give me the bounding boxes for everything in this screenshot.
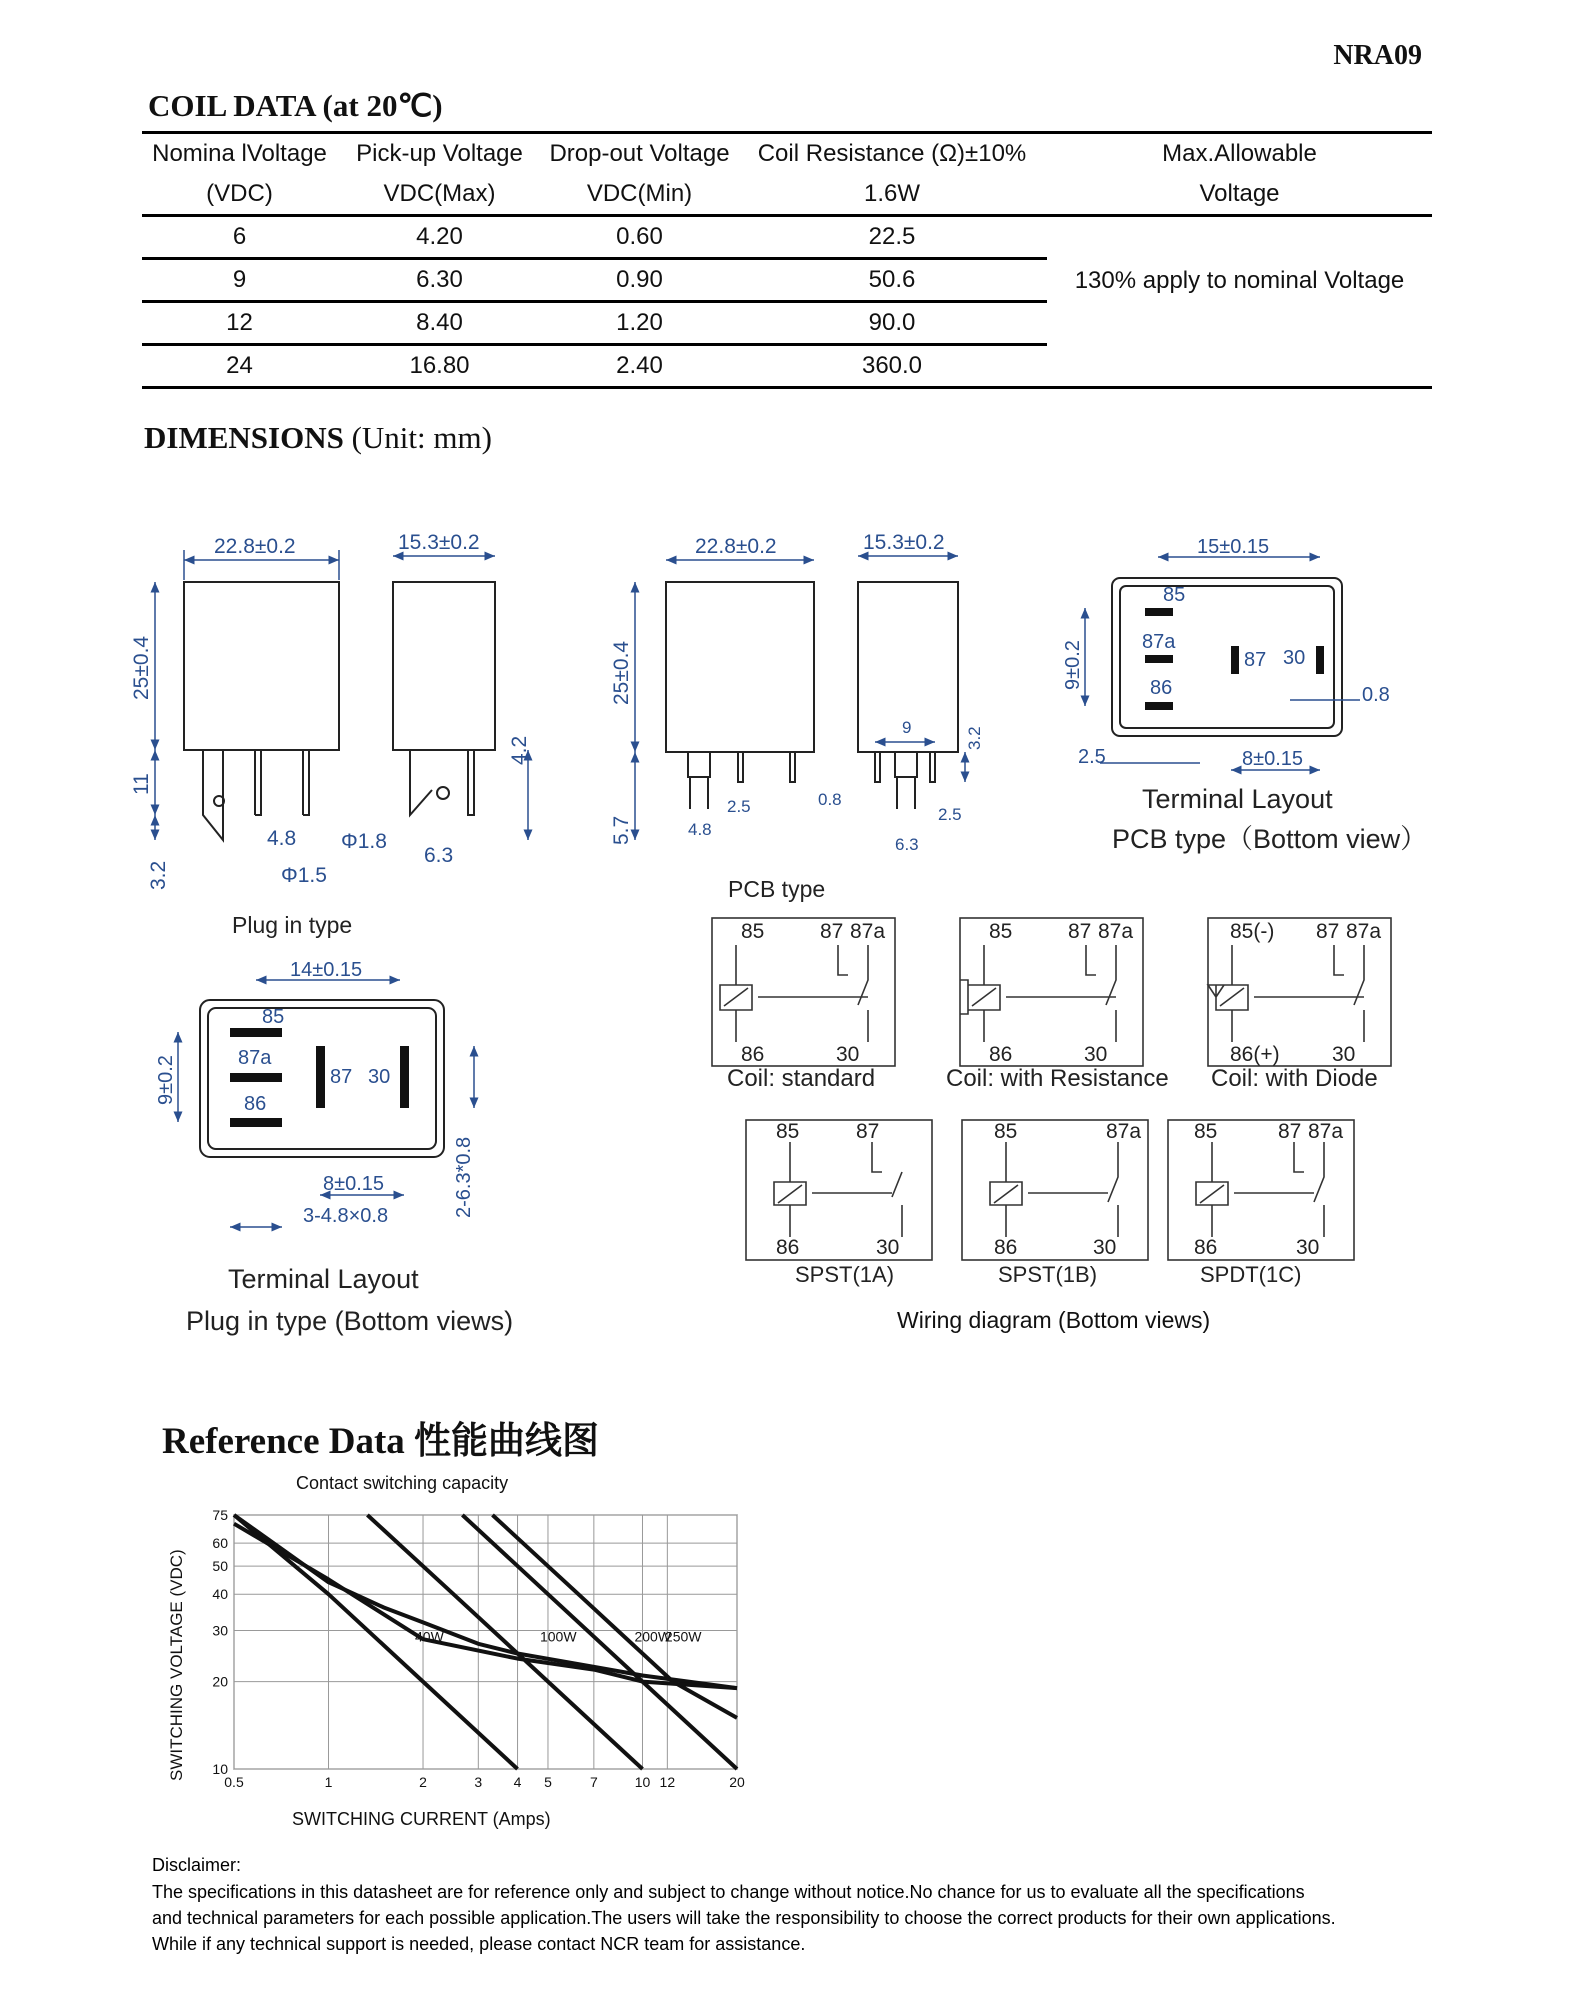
wiring-caption: Coil: standard xyxy=(727,1065,876,1092)
table-cell: 9 xyxy=(142,259,337,302)
dim-label: 2-6.3*0.8 xyxy=(453,1136,475,1218)
x-tick-label: 3 xyxy=(474,1774,483,1790)
plug-pins-side xyxy=(410,750,474,815)
terminal-label: 87 xyxy=(1244,649,1267,671)
series-line-dc-limit-1 xyxy=(234,1515,737,1688)
terminal-label: 87 xyxy=(330,1066,353,1088)
dim-label: 2.5 xyxy=(727,797,751,816)
x-tick-label: 12 xyxy=(659,1774,676,1790)
terminal-label: 87a xyxy=(238,1047,272,1069)
dim-label: 15.3±0.2 xyxy=(398,531,480,554)
table-cell: 2.40 xyxy=(542,345,737,388)
x-tick-label: 0.5 xyxy=(224,1774,244,1790)
terminal-label: 87a xyxy=(1142,631,1176,653)
header-cell: Voltage xyxy=(1047,174,1432,216)
wire-label: 87 xyxy=(1316,920,1340,943)
wire-label: 87 xyxy=(820,920,844,943)
plug-caption: Plug in type xyxy=(232,912,353,938)
dim-label: 6.3 xyxy=(424,844,454,867)
wire-label: 30 xyxy=(876,1236,900,1259)
chart-ylabel: SWITCHING VOLTAGE (VDC) xyxy=(167,1549,186,1781)
wiring-diagram-caption: Wiring diagram (Bottom views) xyxy=(897,1307,1211,1333)
wire-label: 85(-) xyxy=(1230,920,1275,943)
dim-label: 25±0.4 xyxy=(130,635,153,700)
x-tick-label: 5 xyxy=(544,1774,552,1790)
dim-label: 22.8±0.2 xyxy=(695,535,777,558)
x-tick-label: 1 xyxy=(324,1774,333,1790)
dimensions-label: DIMENSIONS xyxy=(144,420,344,455)
wire-label: 87a xyxy=(1098,920,1134,943)
pin-hole xyxy=(437,787,449,799)
y-tick-label: 50 xyxy=(212,1558,228,1575)
wiring-caption: Coil: with Resistance xyxy=(946,1065,1169,1092)
disclaimer-line: and technical parameters for each possible application.The users will take the responsibility to choose the correct products for their own applications. xyxy=(152,1908,1336,1928)
wiring-caption: SPST(1A) xyxy=(795,1262,895,1287)
header-cell: (VDC) xyxy=(142,174,337,216)
dim-label: Φ1.8 xyxy=(341,830,387,853)
dim-label: 4.8 xyxy=(688,820,712,839)
series-line-dc-limit-2 xyxy=(234,1524,737,1688)
table-cell: 50.6 xyxy=(737,259,1047,302)
table-cell: 16.80 xyxy=(337,345,542,388)
y-tick-label: 75 xyxy=(212,1507,228,1523)
wire-label: 85 xyxy=(1194,1120,1218,1143)
terminal-bar xyxy=(316,1046,325,1108)
disclaimer-line: While if any technical support is needed, please contact NCR team for assistance. xyxy=(152,1934,806,1954)
header-cell: VDC(Max) xyxy=(337,174,542,216)
wire-label: 87a xyxy=(1346,920,1382,943)
wiring-caption: Coil: with Diode xyxy=(1211,1065,1378,1092)
dim-label: 14±0.15 xyxy=(290,959,363,981)
table-cell: 0.90 xyxy=(542,259,737,302)
table-cell: 12 xyxy=(142,302,337,345)
disclaimer-title: Disclaimer: xyxy=(152,1855,242,1875)
wire-label: 87a xyxy=(1106,1120,1142,1143)
model-number: NRA09 xyxy=(1333,40,1422,71)
table-cell: 0.60 xyxy=(542,216,737,259)
dim-label: 3-4.8×0.8 xyxy=(303,1205,389,1227)
terminal-bar xyxy=(1145,655,1173,663)
coil-data-title: COIL DATA (at 20℃) xyxy=(148,88,443,123)
dim-label: 2.5 xyxy=(1078,746,1106,768)
pcb-layout-title: Terminal Layout xyxy=(1142,784,1333,814)
dim-label: 0.8 xyxy=(1362,684,1390,706)
dim-label: 5.7 xyxy=(610,815,633,845)
wire-label: 30 xyxy=(1332,1043,1356,1066)
switching-capacity-chart xyxy=(150,1465,770,1835)
wire-label: 87a xyxy=(850,920,886,943)
dim-label: 3.2 xyxy=(965,726,984,750)
dim-label: 15±0.15 xyxy=(1197,536,1270,558)
wire-label: 87 xyxy=(856,1120,880,1143)
table-cell: 4.20 xyxy=(337,216,542,259)
x-tick-label: 10 xyxy=(634,1774,651,1790)
header-cell: VDC(Min) xyxy=(542,174,737,216)
terminal-bar xyxy=(1231,646,1239,674)
wire-label: 87 xyxy=(1068,920,1092,943)
pcb-layout-subtitle: PCB type（Bottom view） xyxy=(1112,824,1428,854)
terminal-bar xyxy=(230,1073,282,1082)
table-cell: 6 xyxy=(142,216,337,259)
chart-xlabel: SWITCHING CURRENT (Amps) xyxy=(292,1809,551,1829)
terminal-bar xyxy=(230,1118,282,1127)
terminal-bar xyxy=(1316,646,1324,674)
wire-label: 87a xyxy=(1308,1120,1344,1143)
terminal-bar xyxy=(400,1046,409,1108)
reference-title: Reference Data 性能曲线图 xyxy=(162,1421,600,1462)
y-tick-label: 20 xyxy=(212,1673,228,1690)
series-label: 40W xyxy=(415,1628,444,1645)
pcb-caption: PCB type xyxy=(728,876,826,902)
wire-label: 86 xyxy=(776,1236,800,1259)
table-cell: 1.20 xyxy=(542,302,737,345)
wire-label: 86 xyxy=(741,1043,765,1066)
table-cell: 90.0 xyxy=(737,302,1047,345)
wire-label: 30 xyxy=(836,1043,860,1066)
dim-label: 8±0.15 xyxy=(323,1173,385,1195)
dim-label: 9±0.2 xyxy=(1062,640,1084,690)
dim-label: 6.3 xyxy=(895,835,919,854)
wire-label: 30 xyxy=(1084,1043,1108,1066)
pcb-body-front xyxy=(666,582,814,752)
dim-label: 15.3±0.2 xyxy=(863,531,945,554)
wire-label: 30 xyxy=(1093,1236,1117,1259)
header-cell: Max.Allowable xyxy=(1047,133,1432,175)
terminal-label: 85 xyxy=(262,1006,285,1028)
plug-body-side xyxy=(393,582,495,750)
dim-label: 22.8±0.2 xyxy=(214,535,296,558)
dim-label: 4.8 xyxy=(267,827,297,850)
wire-label: 87 xyxy=(1278,1120,1302,1143)
wiring-caption: SPST(1B) xyxy=(998,1262,1098,1287)
header-cell: Drop-out Voltage xyxy=(542,133,737,175)
table-cell: 8.40 xyxy=(337,302,542,345)
max-allowable-cell: 130% apply to nominal Voltage xyxy=(1074,266,1405,294)
table-cell: 360.0 xyxy=(737,345,1047,388)
plug-layout-title: Terminal Layout xyxy=(228,1264,419,1294)
series-label: 250W xyxy=(664,1628,702,1645)
wire-label: 85 xyxy=(994,1120,1018,1143)
y-tick-label: 10 xyxy=(212,1761,228,1777)
terminal-label: 86 xyxy=(244,1093,267,1115)
series-label: 200W xyxy=(634,1628,672,1645)
pcb-pins-side xyxy=(875,752,935,809)
series-label: 100W xyxy=(539,1628,577,1645)
dim-label: 9±0.2 xyxy=(155,1055,177,1105)
dim-label: 2.5 xyxy=(938,805,962,824)
x-tick-label: 20 xyxy=(729,1774,745,1790)
dim-label: 3.2 xyxy=(147,860,170,890)
dim-label: Φ1.5 xyxy=(281,864,327,887)
terminal-bar xyxy=(1145,608,1173,616)
x-tick-label: 2 xyxy=(419,1774,427,1790)
wire-label: 86 xyxy=(994,1236,1018,1259)
wire-label: 85 xyxy=(741,920,765,943)
terminal-label: 86 xyxy=(1150,677,1173,699)
y-tick-label: 60 xyxy=(212,1535,228,1552)
header-cell: 1.6W xyxy=(737,174,1047,216)
wire-label: 85 xyxy=(989,920,1013,943)
terminal-label: 30 xyxy=(368,1066,391,1088)
wire-label: 86 xyxy=(989,1043,1013,1066)
table-cell: 24 xyxy=(142,345,337,388)
table-cell: 6.30 xyxy=(337,259,542,302)
dim-label: 25±0.4 xyxy=(610,640,633,705)
x-tick-label: 4 xyxy=(513,1774,522,1790)
y-tick-label: 40 xyxy=(212,1586,228,1603)
wiring-caption: SPDT(1C) xyxy=(1200,1262,1302,1287)
wire-label: 86 xyxy=(1194,1236,1218,1259)
terminal-bar xyxy=(230,1028,282,1037)
wire-label: 85 xyxy=(776,1120,800,1143)
wire-label: 86(+) xyxy=(1230,1043,1280,1066)
dim-label: 9 xyxy=(902,718,912,737)
terminal-bar xyxy=(1145,702,1173,710)
table-cell: 22.5 xyxy=(737,216,1047,259)
header-cell: Nomina lVoltage xyxy=(142,133,337,175)
dim-label: 8±0.15 xyxy=(1242,748,1304,770)
plug-body-front xyxy=(184,582,339,750)
terminal-label: 30 xyxy=(1283,647,1306,669)
wire-label: 30 xyxy=(1296,1236,1320,1259)
dim-label: 0.8 xyxy=(818,790,842,809)
chart-title: Contact switching capacity xyxy=(296,1473,509,1493)
disclaimer-line: The specifications in this datasheet are for reference only and subject to change without notice.No chance for us to evaluate all the specifications xyxy=(152,1882,1305,1902)
header-cell: Coil Resistance (Ω)±10% xyxy=(737,133,1047,175)
dim-label: 4.2 xyxy=(508,735,531,765)
x-tick-label: 7 xyxy=(589,1774,598,1790)
y-tick-label: 30 xyxy=(212,1622,228,1639)
terminal-label: 85 xyxy=(1163,584,1186,606)
dimensions-unit: (Unit: mm) xyxy=(351,420,492,455)
dim-label: 11 xyxy=(130,773,153,795)
plug-layout-subtitle: Plug in type (Bottom views) xyxy=(186,1306,514,1336)
header-cell: Pick-up Voltage xyxy=(337,133,542,175)
